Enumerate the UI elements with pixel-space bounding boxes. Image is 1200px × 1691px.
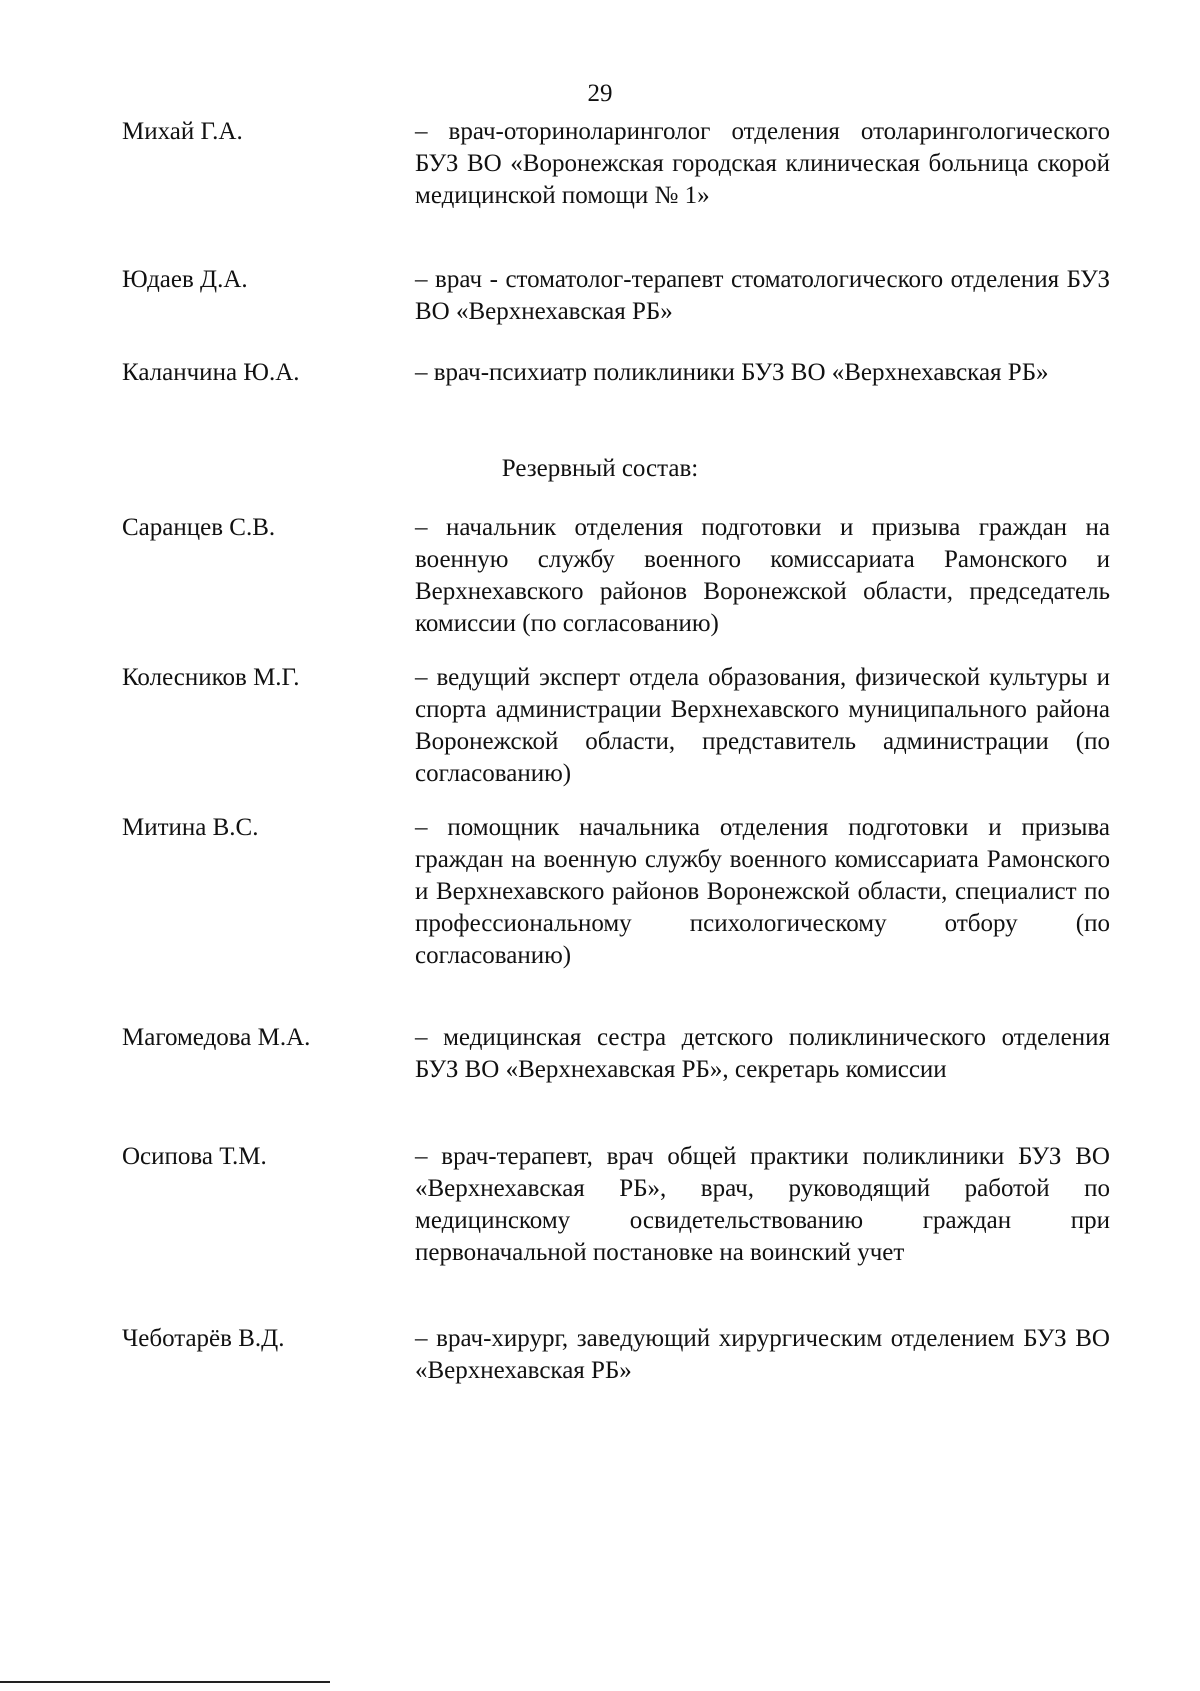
member-name: Юдаев Д.А. xyxy=(122,266,248,293)
member-description: – врач - стоматолог-терапевт стоматологического отделения БУЗ ВО «Верхнехавская РБ» xyxy=(415,266,1110,325)
member-description: – врач-оториноларинголог отделения отоларингологического БУЗ ВО «Воронежская городская клиническая больница скорой медицинской помощи № 1» xyxy=(415,118,1110,209)
member-name: Митина В.С. xyxy=(122,814,259,841)
member-name: Каланчина Ю.А. xyxy=(122,359,300,386)
member-description: – врач-хирург, заведующий хирургическим отделением БУЗ ВО «Верхнехавская РБ» xyxy=(415,1325,1110,1384)
member-description: – помощник начальника отделения подготовки и призыва граждан на военную службу военного комиссариата Рамонского и Верхнехавского районов Воронежской области, специалист по профессиональному психологическому отбору (по согласованию) xyxy=(415,814,1110,969)
member-name: Магомедова М.А. xyxy=(122,1024,311,1051)
member-description: – начальник отделения подготовки и призыва граждан на военную службу военного комиссариата Рамонского и Верхнехавского районов Воронежской области, председатель комиссии (по согласованию) xyxy=(415,514,1110,637)
member-name: Саранцев С.В. xyxy=(122,514,276,541)
footer-rule xyxy=(0,1681,330,1683)
page-number: 29 xyxy=(587,80,613,107)
reserve-heading: Резервный состав: xyxy=(501,455,699,482)
member-name: Михай Г.А. xyxy=(122,118,243,145)
member-description: – ведущий эксперт отдела образования, физической культуры и спорта администрации Верхнехавского муниципального района Воронежской области, представитель администрации (по согласованию) xyxy=(415,664,1110,787)
member-description: – медицинская сестра детского поликлинического отделения БУЗ ВО «Верхнехавская РБ», секретарь комиссии xyxy=(415,1024,1110,1083)
member-name: Чеботарёв В.Д. xyxy=(122,1325,285,1352)
member-description: – врач-психиатр поликлиники БУЗ ВО «Верхнехавская РБ» xyxy=(415,359,1049,386)
member-name: Колесников М.Г. xyxy=(122,664,300,691)
member-description: – врач-терапевт, врач общей практики поликлиники БУЗ ВО «Верхнехавская РБ», врач, руководящий работой по медицинскому освидетельствованию граждан при первоначальной постановке на воинский учет xyxy=(415,1143,1110,1266)
member-name: Осипова Т.М. xyxy=(122,1143,267,1170)
